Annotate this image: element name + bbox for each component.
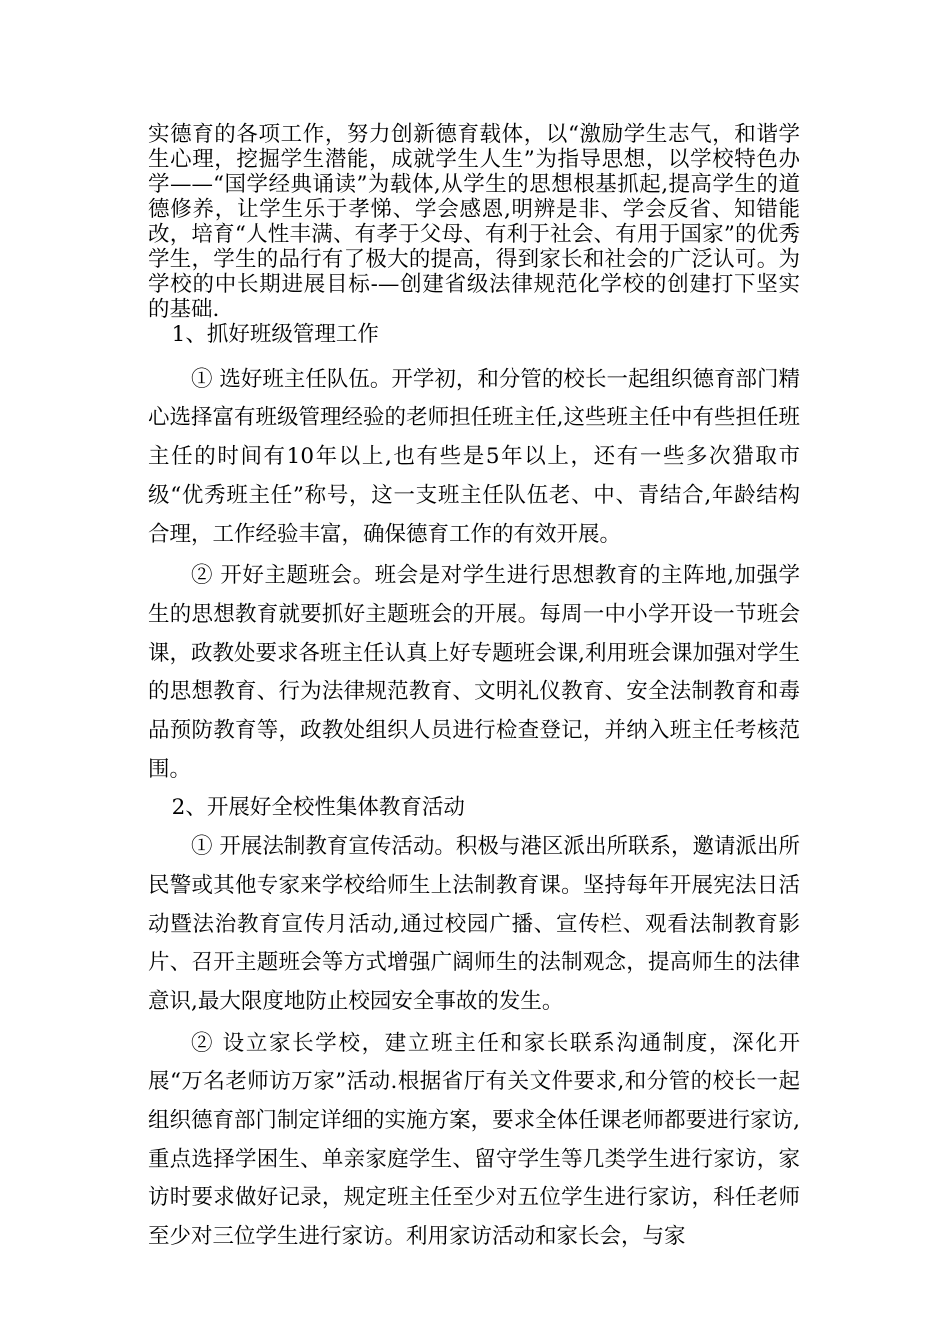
section2-item1: ① 开展法制教育宣传活动。积极与港区派出所联系，邀请派出所民警或其他专家来学校给师生上法制教育课。坚持每年开展宪法日活动暨法治教育宣传月活动,通过校园广播、宣传栏、观看法制教育影片、召开主题班会等方式增强广阔师生的法制观念，提高师生的法律意识,最大限度地防止校园安全事故的发生。 xyxy=(148,834,800,1014)
body-block xyxy=(148,316,800,1257)
section1-heading: 1、抓好班级管理工作 xyxy=(171,322,379,347)
section2-item2: ② 设立家长学校，建立班主任和家长联系沟通制度，深化开展“万名老师访万家”活动.根据省厅有关文件要求,和分管的校长一起组织德育部门制定详细的实施方案，要求全体任课老师都要进行家访,重点选择学困生、单亲家庭学生、留守学生等几类学生进行家访，家访时要求做好记录，规定班主任至少对五位学生进行家访，科任老师至少对三位学生进行家访。利用家访活动和家长会，与家 xyxy=(148,1030,800,1250)
section1-item2: ② 开好主题班会。班会是对学生进行思想教育的主阵地,加强学生的思想教育就要抓好主题班会的开展。每周一中小学开设一节班会课，政教处要求各班主任认真上好专题班会课,利用班会课加强对学生的思想教育、行为法律规范教育、文明礼仪教育、安全法制教育和毒品预防教育等，政教处组织人员进行检查登记，并纳入班主任考核范围。 xyxy=(148,563,800,782)
section2-heading: 2、开展好全校性集体教育活动 xyxy=(171,795,465,821)
intro-paragraph: 实德育的各项工作，努力创新德育载体，以“激励学生志气，和谐学生心理，挖掘学生潜能，成就学生人生”为指导思想，以学校特色办学——“国学经典诵读”为载体,从学生的思想根基抓起,提高学生的道德修养，让学生乐于孝悌、学会感恩,明辨是非、学会反省、知错能改，培育“人性丰满、有孝于父母、有利于社会、有用于国家”的优秀学生，学生的品行有了极大的提高，得到家长和社会的广泛认可。为学校的中长期进展目标-—创建省级法律规范化学校的创建打下坚实的基础. xyxy=(148,122,800,322)
section1-item1: ① 选好班主任队伍。开学初，和分管的校长一起组织德育部门精心选择富有班级管理经验的老师担任班主任,这些班主任中有些担任班主任的时间有10年以上,也有些是5年以上，还有一些多次猎取市级“优秀班主任”称号，这一支班主任队伍老、中、青结合,年龄结构合理，工作经验丰富，确保德育工作的有效开展。 xyxy=(148,366,800,547)
intro-block xyxy=(148,122,800,322)
